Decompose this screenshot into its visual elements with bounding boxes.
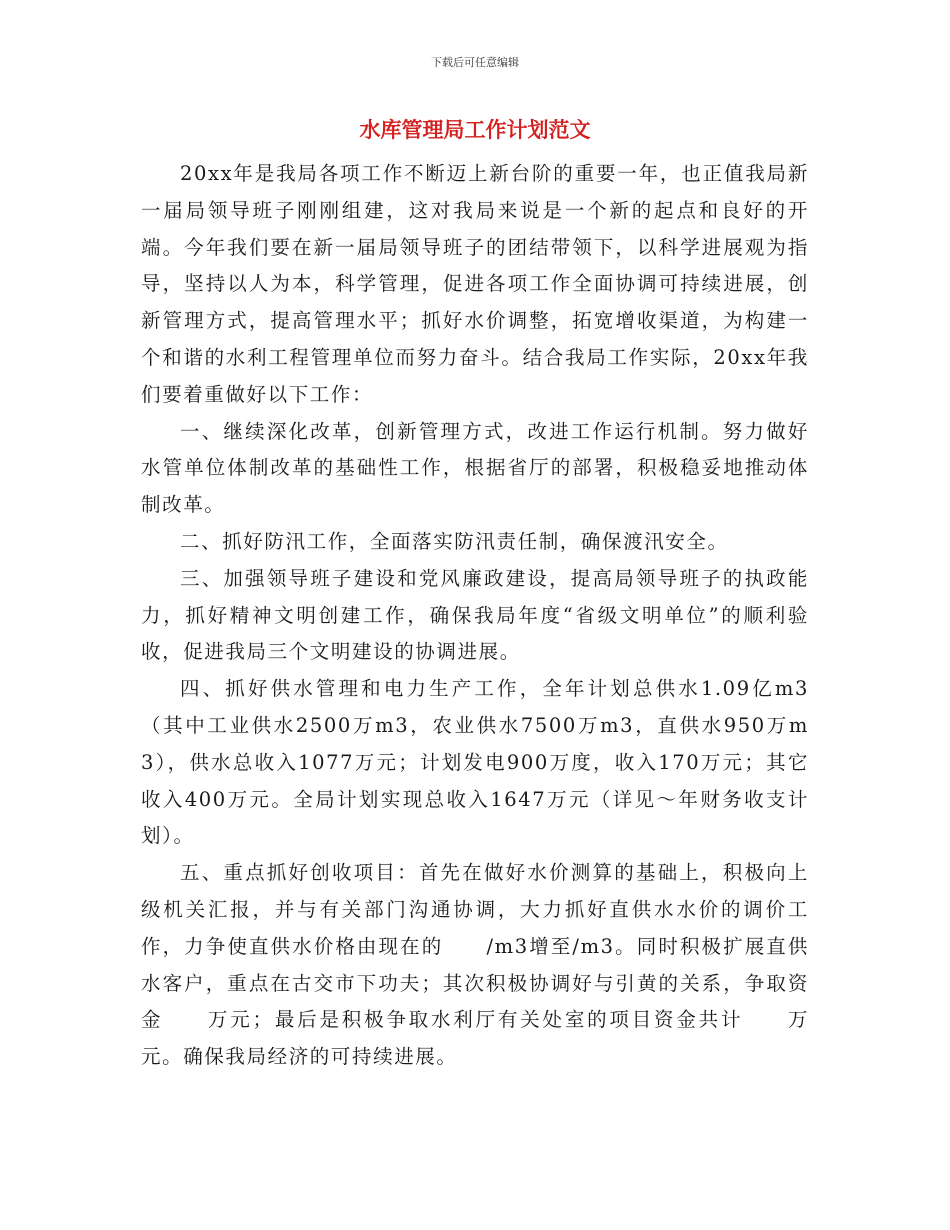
paragraph-item-1: 一、继续深化改革，创新管理方式，改进工作运行机制。努力做好水管单位体制改革的基础性工作，根据省厅的部署，积极稳妥地推动体制改革。 [141,419,809,517]
paragraph-item-4: 四、抓好供水管理和电力生产工作，全年计划总供水1.09亿m3（其中工业供水2500万m3，农业供水7500万m3，直供水950万m3），供水总收入1077万元；计划发电900万度，收入170万元；其它收入400万元。全局计划实现总收入1647万元（详见～年财务收支计划）。 [141,677,809,848]
paragraph-intro: 20xx年是我局各项工作不断迈上新台阶的重要一年，也正值我局新一届局领导班子刚刚组建，这对我局来说是一个新的起点和良好的开端。今年我们要在新一届局领导班子的团结带领下，以科学进展观为指导，坚持以人为本，科学管理，促进各项工作全面协调可持续进展，创新管理方式，提高管理水平；抓好水价调整，拓宽增收渠道，为构建一个和谐的水利工程管理单位而努力奋斗。结合我局工作实际，20xx年我们要着重做好以下工作： [141,162,809,406]
document-title: 水库管理局工作计划范文 [359,118,591,142]
paragraph-item-2: 二、抓好防汛工作，全面落实防汛责任制，确保渡汛安全。 [180,529,729,553]
paragraph-item-3: 三、加强领导班子建设和党风廉政建设，提高局领导班子的执政能力，抓好精神文明创建工作，确保我局年度“省级文明单位”的顺利验收，促进我局三个文明建设的协调进展。 [141,566,809,664]
document-body [141,156,809,1076]
paragraph-item-5: 五、重点抓好创收项目：首先在做好水价测算的基础上，积极向上级机关汇报，并与有关部门沟通协调，大力抓好直供水水价的调价工作，力争使直供水价格由现在的 /m3增至/m3。同时积极扩展直供水客户，重点在古交市下功夫；其次积极协调好与引黄的关系，争取资金 万元；最后是积极争取水利厅有关处室的项目资金共计 万元。确保我局经济的可持续进展。 [141,861,809,1069]
header-note: 下载后可任意编辑 [431,56,519,69]
